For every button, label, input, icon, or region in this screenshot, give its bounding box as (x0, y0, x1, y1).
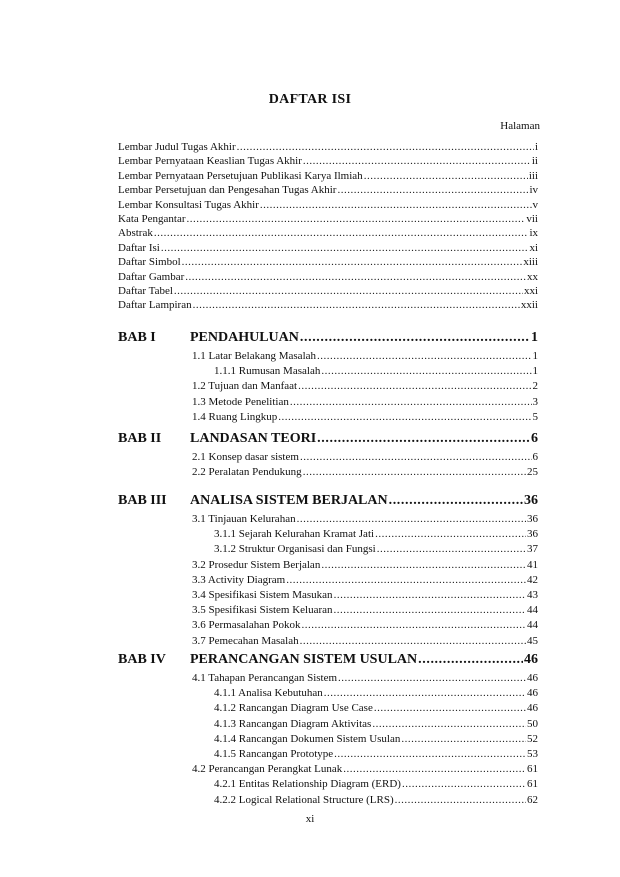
toc-entry-label: Daftar Gambar (118, 270, 185, 283)
toc-subentry (214, 364, 538, 378)
toc-subentry-label: 4.2.2 Logical Relational Structure (LRS) (214, 793, 394, 806)
toc-subentry (214, 717, 538, 731)
toc-subentry-page: 44 (527, 604, 538, 617)
toc-subentry (214, 777, 538, 791)
toc-entry-label: Lembar Pernyataan Keaslian Tugas Akhir (118, 155, 302, 168)
dot-leader (290, 395, 532, 409)
dot-leader (260, 198, 532, 212)
chapter-heading-page: 6 (531, 431, 538, 446)
dot-leader (402, 777, 526, 791)
toc-subentry-page: 1 (532, 350, 538, 362)
dot-leader (182, 255, 523, 269)
dot-leader (401, 732, 526, 746)
toc-subentry (192, 395, 538, 409)
dot-leader (334, 588, 526, 602)
toc-entry (118, 140, 538, 154)
chapter-heading-label: ANALISA SISTEM BERJALAN (190, 493, 388, 508)
toc-subentry-page: 53 (527, 748, 538, 760)
toc-entry-label: Lembar Persetujuan dan Pengesahan Tugas Akhir (118, 184, 337, 197)
toc-subentry-label: 1.1.1 Rumusan Masalah (214, 365, 321, 378)
dot-leader (418, 652, 523, 668)
toc-subentry-label: 4.1 Tahapan Perancangan Sistem (192, 672, 338, 684)
chapter-heading-page: 1 (531, 330, 538, 345)
dot-leader (343, 762, 526, 776)
chapter-heading-label: PERANCANGAN SISTEM USULAN (190, 652, 418, 667)
toc-subentry (192, 465, 538, 479)
toc-subentry (192, 762, 538, 776)
toc-subentry-page: 37 (527, 543, 538, 556)
toc-subentry-page: 25 (527, 466, 538, 479)
dot-leader (278, 410, 531, 424)
toc-subentry (192, 671, 538, 685)
dot-leader (303, 154, 531, 168)
toc-subentry-page: 61 (527, 763, 538, 776)
toc-subentry (214, 701, 538, 715)
chapter-number: BAB I (118, 330, 156, 345)
toc-subentry-page: 6 (532, 451, 538, 463)
dot-leader (317, 349, 531, 363)
dot-leader (154, 226, 529, 240)
toc-subentry-label: 3.1 Tinjauan Kelurahan (192, 513, 296, 525)
page-title: DAFTAR ISI (268, 92, 352, 107)
chapter-number: BAB II (118, 431, 162, 446)
chapter-heading-page: 46 (524, 652, 538, 667)
toc-entry-page: i (534, 141, 538, 153)
toc-entry-page: xxi (523, 285, 538, 297)
chapter-number: BAB III (118, 493, 167, 508)
toc-subentry-page: 2 (532, 380, 538, 393)
toc-subentry-label: 1.2 Tujuan dan Manfaat (192, 380, 298, 393)
toc-subentry (192, 349, 538, 363)
toc-subentry-page: 36 (527, 528, 538, 541)
toc-subentry-label: 3.2 Prosedur Sistem Berjalan (192, 558, 321, 571)
toc-entry (118, 298, 538, 312)
toc-subentry (192, 379, 538, 393)
toc-subentry-page: 50 (527, 717, 538, 730)
toc-subentry-label: 4.1.3 Rancangan Diagram Aktivitas (214, 717, 372, 730)
toc-subentry (192, 558, 538, 572)
dot-leader (389, 493, 523, 509)
dot-leader (161, 241, 529, 255)
toc-entry-page: xi (529, 241, 538, 254)
toc-subentry-label: 4.2 Perancangan Perangkat Lunak (192, 763, 343, 776)
toc-subentry-label: 2.2 Peralatan Pendukung (192, 466, 302, 479)
toc-entry-label: Lembar Pernyataan Persetujuan Publikasi Karya Ilmiah (118, 169, 363, 182)
toc-subentry-page: 62 (527, 793, 538, 806)
chapter-heading (190, 493, 538, 509)
dot-leader (321, 364, 531, 378)
toc-subentry-page: 3 (532, 395, 538, 408)
toc-subentry-label: 1.3 Metode Penelitian (192, 395, 289, 408)
toc-subentry-label: 3.4 Spesifikasi Sistem Masukan (192, 589, 333, 601)
toc-subentry-page: 5 (532, 410, 538, 423)
toc-subentry (214, 542, 538, 556)
chapter-heading (190, 652, 538, 668)
toc-subentry-page: 45 (527, 634, 538, 647)
dot-leader (337, 183, 528, 197)
footer-page-number: xi (305, 813, 315, 825)
toc-entry (118, 212, 538, 226)
dot-leader (300, 450, 532, 464)
toc-entry-label: Daftar Isi (118, 241, 160, 254)
toc-subentry-label: 3.3 Activity Diagram (192, 573, 286, 586)
toc-entry-label: Lembar Judul Tugas Akhir (118, 141, 236, 153)
toc-subentry-label: 1.4 Ruang Lingkup (192, 410, 278, 423)
dot-leader (334, 603, 526, 617)
toc-subentry-page: 36 (527, 513, 538, 525)
dot-leader (187, 212, 526, 226)
dot-leader (317, 431, 530, 447)
toc-entry-page: iii (528, 169, 538, 182)
dot-leader (395, 793, 526, 807)
toc-subentry-page: 46 (527, 702, 538, 715)
toc-subentry (192, 618, 538, 632)
toc-entry-page: iv (529, 184, 538, 197)
toc-subentry-label: 3.7 Pemecahan Masalah (192, 634, 299, 647)
toc-subentry-label: 1.1 Latar Belakang Masalah (192, 350, 317, 362)
toc-subentry (214, 793, 538, 807)
toc-subentry (192, 512, 538, 526)
toc-entry-label: Abstrak (118, 227, 153, 240)
dot-leader (185, 270, 526, 284)
toc-subentry-label: 3.6 Permasalahan Pokok (192, 619, 301, 632)
toc-subentry-page: 43 (527, 589, 538, 601)
dot-leader (193, 298, 520, 312)
toc-subentry (214, 732, 538, 746)
toc-subentry (192, 410, 538, 424)
toc-entry-page: ix (529, 227, 538, 240)
dot-leader (338, 671, 526, 685)
toc-subentry-label: 4.1.2 Rancangan Diagram Use Case (214, 702, 373, 715)
toc-entry (118, 284, 538, 298)
dot-leader (300, 634, 526, 648)
chapter-heading (190, 330, 538, 346)
toc-entry-page: xx (527, 270, 538, 283)
dot-leader (364, 169, 528, 183)
toc-entry-page: v (532, 198, 538, 211)
dot-leader (298, 379, 531, 393)
toc-subentry (192, 573, 538, 587)
toc-subentry-page: 41 (527, 558, 538, 571)
toc-subentry-label: 4.1.1 Analisa Kebutuhan (214, 687, 323, 700)
toc-subentry-label: 2.1 Konsep dasar sistem (192, 451, 299, 463)
toc-entry-label: Daftar Lampiran (118, 299, 192, 312)
toc-entry-label: Daftar Simbol (118, 256, 181, 269)
toc-subentry-page: 46 (527, 687, 538, 700)
toc-subentry-page: 44 (527, 619, 538, 632)
toc-entry-page: vii (526, 213, 538, 225)
toc-subentry-page: 42 (527, 573, 538, 586)
chapter-heading-label: PENDAHULUAN (190, 330, 299, 345)
dot-leader (377, 542, 526, 556)
toc-entry (118, 198, 538, 212)
toc-entry-page: xiii (523, 256, 538, 269)
toc-subentry (192, 450, 538, 464)
toc-subentry (192, 634, 538, 648)
toc-entry (118, 270, 538, 284)
dot-leader (301, 618, 526, 632)
toc-subentry-label: 3.1.1 Sejarah Kelurahan Kramat Jati (214, 528, 375, 541)
toc-subentry-page: 46 (527, 672, 538, 684)
toc-entry-page: ii (531, 155, 538, 168)
toc-entry (118, 169, 538, 183)
toc-entry-label: Lembar Konsultasi Tugas Akhir (118, 198, 259, 211)
toc-entry (118, 255, 538, 269)
toc-subentry-label: 3.1.2 Struktur Organisasi dan Fungsi (214, 543, 376, 556)
toc-entry (118, 183, 538, 197)
chapter-heading (190, 431, 538, 447)
toc-entry-label: Daftar Tabel (118, 285, 173, 297)
toc-subentry-label: 3.5 Spesifikasi Sistem Keluaran (192, 604, 333, 617)
toc-subentry-page: 61 (527, 778, 538, 791)
toc-entry-label: Kata Pengantar (118, 213, 186, 225)
dot-leader (303, 465, 526, 479)
toc-subentry (192, 588, 538, 602)
toc-subentry (214, 747, 538, 761)
dot-leader (237, 140, 534, 154)
dot-leader (375, 527, 526, 541)
dot-leader (374, 701, 526, 715)
toc-entry (118, 154, 538, 168)
toc-subentry (214, 686, 538, 700)
dot-leader (174, 284, 523, 298)
toc-subentry-label: 4.1.4 Rancangan Dokumen Sistem Usulan (214, 732, 401, 745)
toc-subentry-page: 1 (532, 365, 538, 378)
halaman-label: Halaman (500, 120, 540, 132)
toc-entry (118, 241, 538, 255)
dot-leader (334, 747, 526, 761)
dot-leader (372, 717, 526, 731)
toc-entry (118, 226, 538, 240)
toc-subentry-page: 52 (527, 732, 538, 745)
dot-leader (324, 686, 526, 700)
dot-leader (297, 512, 526, 526)
dot-leader (300, 330, 530, 346)
dot-leader (321, 558, 526, 572)
chapter-number: BAB IV (118, 652, 166, 667)
dot-leader (286, 573, 526, 587)
toc-subentry (192, 603, 538, 617)
chapter-heading-page: 36 (524, 493, 538, 508)
toc-subentry-label: 4.2.1 Entitas Relationship Diagram (ERD) (214, 778, 401, 791)
toc-subentry (214, 527, 538, 541)
chapter-heading-label: LANDASAN TEORI (190, 431, 317, 446)
toc-entry-page: xxii (520, 299, 538, 312)
toc-subentry-label: 4.1.5 Rancangan Prototype (214, 748, 334, 760)
